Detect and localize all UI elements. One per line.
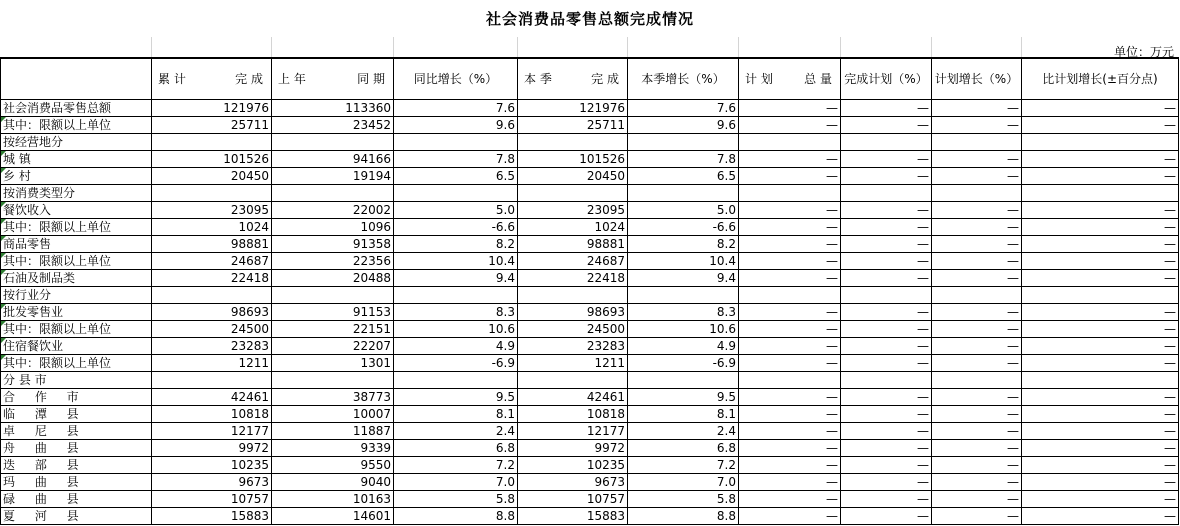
value-cell[interactable]: 9.6	[394, 117, 518, 134]
table-row	[1, 321, 1179, 338]
value-cell[interactable]: 1024	[518, 219, 628, 236]
value-cell[interactable]: 25711	[518, 117, 628, 134]
value-cell[interactable]: —	[739, 338, 841, 355]
value-cell[interactable]: —	[841, 270, 932, 287]
value-cell[interactable]: 98881	[152, 236, 272, 253]
value-cell[interactable]: —	[739, 219, 841, 236]
value-cell[interactable]: 98693	[152, 304, 272, 321]
value-cell[interactable]: -6.9	[628, 355, 739, 372]
value-cell[interactable]: 19194	[272, 168, 394, 185]
value-cell[interactable]: 6.5	[394, 168, 518, 185]
value-cell[interactable]	[272, 134, 394, 151]
value-cell[interactable]: —	[841, 304, 932, 321]
value-cell[interactable]: 22151	[272, 321, 394, 338]
value-cell[interactable]: —	[841, 423, 932, 440]
value-cell[interactable]: 10818	[152, 406, 272, 423]
table-row	[1, 236, 1179, 253]
value-cell[interactable]	[1022, 185, 1179, 202]
table-row	[1, 372, 1179, 389]
value-cell[interactable]	[739, 185, 841, 202]
value-cell[interactable]: 101526	[518, 151, 628, 168]
row-label-cell[interactable]: 社会消费品零售总额	[1, 100, 152, 117]
value-cell[interactable]	[272, 287, 394, 304]
value-cell[interactable]: 6.5	[628, 168, 739, 185]
value-cell[interactable]: -6.6	[628, 219, 739, 236]
value-cell[interactable]: 10235	[518, 457, 628, 474]
value-cell[interactable]: 23452	[272, 117, 394, 134]
value-cell[interactable]	[841, 287, 932, 304]
value-cell[interactable]: 8.1	[394, 406, 518, 423]
value-cell[interactable]: —	[841, 321, 932, 338]
value-cell[interactable]: 7.6	[394, 100, 518, 117]
value-cell[interactable]: 10757	[152, 491, 272, 508]
header-cumulative[interactable]: 累 计 完 成	[152, 58, 272, 100]
value-cell[interactable]: —	[1022, 338, 1179, 355]
value-cell[interactable]: 38773	[272, 389, 394, 406]
value-cell[interactable]: 25711	[152, 117, 272, 134]
row-label-cell[interactable]: 迭 部 县	[1, 457, 152, 474]
value-cell[interactable]: 1301	[272, 355, 394, 372]
value-cell[interactable]: —	[841, 355, 932, 372]
value-cell[interactable]: —	[841, 168, 932, 185]
value-cell[interactable]: —	[932, 202, 1022, 219]
value-cell[interactable]: —	[932, 236, 1022, 253]
table-row	[1, 491, 1179, 508]
table-row	[1, 304, 1179, 321]
value-cell[interactable]	[152, 287, 272, 304]
value-cell[interactable]	[739, 134, 841, 151]
value-cell[interactable]: 2.4	[628, 423, 739, 440]
row-label-cell[interactable]: 餐饮收入	[1, 202, 152, 219]
value-cell[interactable]	[394, 134, 518, 151]
value-cell[interactable]: —	[841, 508, 932, 525]
value-cell[interactable]: 101526	[152, 151, 272, 168]
value-cell[interactable]: —	[841, 100, 932, 117]
value-cell[interactable]	[272, 185, 394, 202]
blank-grid-row	[0, 37, 1180, 57]
table-row	[1, 440, 1179, 457]
value-cell[interactable]: —	[1022, 270, 1179, 287]
value-cell[interactable]: —	[841, 389, 932, 406]
header-plan-total[interactable]: 计 划 总 量	[739, 58, 841, 100]
value-cell[interactable]: —	[739, 151, 841, 168]
value-cell[interactable]: 10.6	[628, 321, 739, 338]
value-cell[interactable]: 9.4	[628, 270, 739, 287]
value-cell[interactable]: 98693	[518, 304, 628, 321]
row-label-cell[interactable]: 其中：限额以上单位	[1, 117, 152, 134]
row-label-cell[interactable]: 城 镇	[1, 151, 152, 168]
value-cell[interactable]: —	[1022, 117, 1179, 134]
value-cell[interactable]: 23283	[152, 338, 272, 355]
value-cell[interactable]: 121976	[518, 100, 628, 117]
table-row	[1, 355, 1179, 372]
value-cell[interactable]: —	[739, 100, 841, 117]
value-cell[interactable]: 15883	[152, 508, 272, 525]
value-cell[interactable]: —	[1022, 423, 1179, 440]
row-label-cell[interactable]: 分 县 市	[1, 372, 152, 389]
value-cell[interactable]: 7.0	[394, 474, 518, 491]
table-row	[1, 117, 1179, 134]
value-cell[interactable]: 20488	[272, 270, 394, 287]
table-row	[1, 474, 1179, 491]
value-cell[interactable]: —	[739, 406, 841, 423]
value-cell[interactable]	[518, 287, 628, 304]
header-quarter-growth[interactable]: 本季增长（%）	[628, 58, 739, 100]
value-cell[interactable]: 23095	[518, 202, 628, 219]
value-cell[interactable]: 5.8	[394, 491, 518, 508]
value-cell[interactable]: 9673	[518, 474, 628, 491]
value-cell[interactable]: 15883	[518, 508, 628, 525]
value-cell[interactable]: 24500	[518, 321, 628, 338]
value-cell[interactable]: 42461	[518, 389, 628, 406]
table-row	[1, 151, 1179, 168]
value-cell[interactable]	[394, 372, 518, 389]
value-cell[interactable]	[932, 185, 1022, 202]
value-cell[interactable]	[1022, 372, 1179, 389]
value-cell[interactable]: 8.8	[628, 508, 739, 525]
value-cell[interactable]: 14601	[272, 508, 394, 525]
table-row	[1, 185, 1179, 202]
value-cell[interactable]: 8.3	[628, 304, 739, 321]
value-cell[interactable]: 2.4	[394, 423, 518, 440]
value-cell[interactable]	[152, 185, 272, 202]
value-cell[interactable]: 5.0	[394, 202, 518, 219]
value-cell[interactable]: 8.1	[628, 406, 739, 423]
value-cell[interactable]: —	[841, 151, 932, 168]
value-cell[interactable]: —	[932, 117, 1022, 134]
value-cell[interactable]: —	[739, 389, 841, 406]
value-cell[interactable]: 24687	[152, 253, 272, 270]
value-cell[interactable]: —	[739, 355, 841, 372]
value-cell[interactable]: 10.6	[394, 321, 518, 338]
row-label-cell[interactable]: 按行业分	[1, 287, 152, 304]
value-cell[interactable]: 8.3	[394, 304, 518, 321]
value-cell[interactable]: 8.8	[394, 508, 518, 525]
value-cell[interactable]: —	[841, 253, 932, 270]
value-cell[interactable]: 20450	[518, 168, 628, 185]
value-cell[interactable]: 8.2	[628, 236, 739, 253]
value-cell[interactable]: 9.5	[628, 389, 739, 406]
value-cell[interactable]: —	[1022, 168, 1179, 185]
header-quarter[interactable]: 本 季 完 成	[518, 58, 628, 100]
value-cell[interactable]: 9673	[152, 474, 272, 491]
data-table	[0, 57, 1179, 525]
value-cell[interactable]: —	[1022, 440, 1179, 457]
value-cell[interactable]: —	[1022, 389, 1179, 406]
value-cell[interactable]: 9.5	[394, 389, 518, 406]
value-cell[interactable]	[841, 134, 932, 151]
value-cell[interactable]: 24687	[518, 253, 628, 270]
value-cell[interactable]: 24500	[152, 321, 272, 338]
row-label-cell[interactable]: 舟 曲 县	[1, 440, 152, 457]
value-cell[interactable]: 6.8	[394, 440, 518, 457]
value-cell[interactable]: —	[841, 219, 932, 236]
value-cell[interactable]: 6.8	[628, 440, 739, 457]
value-cell[interactable]: —	[841, 440, 932, 457]
value-cell[interactable]: —	[932, 270, 1022, 287]
value-cell[interactable]: —	[739, 168, 841, 185]
table-row	[1, 202, 1179, 219]
row-label-cell[interactable]: 其中：限额以上单位	[1, 355, 152, 372]
table-row	[1, 406, 1179, 423]
row-label-cell[interactable]: 其中：限额以上单位	[1, 219, 152, 236]
value-cell[interactable]: 22418	[518, 270, 628, 287]
value-cell[interactable]: —	[932, 219, 1022, 236]
value-cell[interactable]: —	[841, 474, 932, 491]
value-cell[interactable]: —	[932, 440, 1022, 457]
row-label-cell[interactable]: 住宿餐饮业	[1, 338, 152, 355]
value-cell[interactable]: —	[739, 304, 841, 321]
value-cell[interactable]	[272, 372, 394, 389]
value-cell[interactable]: 7.8	[394, 151, 518, 168]
value-cell[interactable]: —	[932, 355, 1022, 372]
value-cell[interactable]: —	[932, 338, 1022, 355]
value-cell[interactable]: 10.4	[394, 253, 518, 270]
value-cell[interactable]: 1024	[152, 219, 272, 236]
row-label-cell[interactable]: 批发零售业	[1, 304, 152, 321]
header-row	[1, 58, 1179, 100]
header-yoy-growth[interactable]: 同比增长（%）	[394, 58, 518, 100]
value-cell[interactable]: —	[739, 270, 841, 287]
table-row	[1, 389, 1179, 406]
value-cell[interactable]: 91153	[272, 304, 394, 321]
value-cell[interactable]	[394, 185, 518, 202]
value-cell[interactable]: —	[739, 440, 841, 457]
value-cell[interactable]: —	[841, 406, 932, 423]
row-label-cell[interactable]: 卓 尼 县	[1, 423, 152, 440]
value-cell[interactable]	[628, 287, 739, 304]
value-cell[interactable]: 10.4	[628, 253, 739, 270]
value-cell[interactable]: —	[932, 321, 1022, 338]
value-cell[interactable]	[628, 134, 739, 151]
value-cell[interactable]: —	[1022, 304, 1179, 321]
value-cell[interactable]: 91358	[272, 236, 394, 253]
value-cell[interactable]: —	[932, 406, 1022, 423]
value-cell[interactable]	[152, 134, 272, 151]
row-label-cell[interactable]: 临 潭 县	[1, 406, 152, 423]
value-cell[interactable]: —	[841, 491, 932, 508]
value-cell[interactable]: 10818	[518, 406, 628, 423]
value-cell[interactable]: —	[739, 253, 841, 270]
row-label-cell[interactable]: 碌 曲 县	[1, 491, 152, 508]
value-cell[interactable]: 9.4	[394, 270, 518, 287]
table-row	[1, 457, 1179, 474]
value-cell[interactable]: 22002	[272, 202, 394, 219]
value-cell[interactable]: —	[1022, 355, 1179, 372]
value-cell[interactable]: —	[932, 491, 1022, 508]
value-cell[interactable]: —	[739, 474, 841, 491]
value-cell[interactable]: 9040	[272, 474, 394, 491]
value-cell[interactable]: 11887	[272, 423, 394, 440]
table-row	[1, 287, 1179, 304]
value-cell[interactable]: 23283	[518, 338, 628, 355]
value-cell[interactable]: —	[932, 100, 1022, 117]
header-plan-completion[interactable]: 完成计划（%）	[841, 58, 932, 100]
value-cell[interactable]: —	[739, 508, 841, 525]
value-cell[interactable]: 94166	[272, 151, 394, 168]
value-cell[interactable]: —	[1022, 253, 1179, 270]
value-cell[interactable]: 23095	[152, 202, 272, 219]
value-cell[interactable]: —	[841, 236, 932, 253]
value-cell[interactable]: 9972	[518, 440, 628, 457]
value-cell[interactable]	[1022, 134, 1179, 151]
value-cell[interactable]: 5.8	[628, 491, 739, 508]
value-cell[interactable]: —	[739, 457, 841, 474]
sheet-title: 社会消费品零售总额完成情况	[485, 10, 694, 28]
value-cell[interactable]: 7.8	[628, 151, 739, 168]
value-cell[interactable]: —	[932, 304, 1022, 321]
value-cell[interactable]: —	[1022, 202, 1179, 219]
value-cell[interactable]: 7.2	[628, 457, 739, 474]
value-cell[interactable]	[932, 134, 1022, 151]
value-cell[interactable]: 22418	[152, 270, 272, 287]
value-cell[interactable]	[518, 134, 628, 151]
value-cell[interactable]	[518, 372, 628, 389]
value-cell[interactable]: 5.0	[628, 202, 739, 219]
value-cell[interactable]: 12177	[518, 423, 628, 440]
value-cell[interactable]: 10757	[518, 491, 628, 508]
value-cell[interactable]	[739, 372, 841, 389]
value-cell[interactable]: 12177	[152, 423, 272, 440]
row-label-cell[interactable]: 乡 村	[1, 168, 152, 185]
value-cell[interactable]: —	[1022, 406, 1179, 423]
value-cell[interactable]: 98881	[518, 236, 628, 253]
table-row	[1, 168, 1179, 185]
value-cell[interactable]: —	[739, 491, 841, 508]
value-cell[interactable]: —	[932, 151, 1022, 168]
value-cell[interactable]	[1022, 287, 1179, 304]
value-cell[interactable]	[152, 372, 272, 389]
row-label-cell[interactable]: 合 作 市	[1, 389, 152, 406]
value-cell[interactable]: —	[841, 202, 932, 219]
value-cell[interactable]	[932, 287, 1022, 304]
value-cell[interactable]: —	[841, 117, 932, 134]
value-cell[interactable]: —	[1022, 219, 1179, 236]
table-row	[1, 219, 1179, 236]
row-label-cell[interactable]: 按经营地分	[1, 134, 152, 151]
value-cell[interactable]: —	[1022, 457, 1179, 474]
value-cell[interactable]	[518, 185, 628, 202]
value-cell[interactable]: —	[932, 474, 1022, 491]
value-cell[interactable]: 4.9	[628, 338, 739, 355]
value-cell[interactable]	[739, 287, 841, 304]
value-cell[interactable]: -6.6	[394, 219, 518, 236]
value-cell[interactable]: -6.9	[394, 355, 518, 372]
row-label-cell[interactable]: 夏 河 县	[1, 508, 152, 525]
value-cell[interactable]: —	[932, 389, 1022, 406]
row-label-cell[interactable]: 玛 曲 县	[1, 474, 152, 491]
value-cell[interactable]: —	[739, 321, 841, 338]
table-row	[1, 100, 1179, 117]
table-row	[1, 423, 1179, 440]
table-row	[1, 253, 1179, 270]
value-cell[interactable]: —	[1022, 474, 1179, 491]
value-cell[interactable]: —	[841, 457, 932, 474]
value-cell[interactable]: 42461	[152, 389, 272, 406]
row-label-cell[interactable]: 商品零售	[1, 236, 152, 253]
value-cell[interactable]: —	[1022, 236, 1179, 253]
value-cell[interactable]: 8.2	[394, 236, 518, 253]
value-cell[interactable]: —	[1022, 508, 1179, 525]
value-cell[interactable]: —	[1022, 491, 1179, 508]
value-cell[interactable]: 9339	[272, 440, 394, 457]
value-cell[interactable]: 9550	[272, 457, 394, 474]
value-cell[interactable]: 10163	[272, 491, 394, 508]
value-cell[interactable]: 7.0	[628, 474, 739, 491]
value-cell[interactable]: 121976	[152, 100, 272, 117]
header-label-cell	[1, 58, 152, 100]
value-cell[interactable]: —	[841, 338, 932, 355]
table-row	[1, 338, 1179, 355]
header-last-year[interactable]: 上 年 同 期	[272, 58, 394, 100]
row-label-cell[interactable]: 按消费类型分	[1, 185, 152, 202]
value-cell[interactable]: 20450	[152, 168, 272, 185]
value-cell[interactable]: —	[739, 117, 841, 134]
value-cell[interactable]: —	[1022, 151, 1179, 168]
table-row	[1, 134, 1179, 151]
value-cell[interactable]: 22207	[272, 338, 394, 355]
value-cell[interactable]	[394, 287, 518, 304]
header-plan-growth[interactable]: 计划增长（%）	[932, 58, 1022, 100]
value-cell[interactable]	[841, 372, 932, 389]
value-cell[interactable]: —	[932, 457, 1022, 474]
row-label-cell[interactable]: 石油及制品类	[1, 270, 152, 287]
value-cell[interactable]: —	[932, 508, 1022, 525]
unit-label: 单位：万元	[1113, 45, 1174, 59]
value-cell[interactable]: —	[739, 236, 841, 253]
value-cell[interactable]	[932, 372, 1022, 389]
table-row	[1, 508, 1179, 525]
value-cell[interactable]: 1211	[518, 355, 628, 372]
value-cell[interactable]: 9.6	[628, 117, 739, 134]
value-cell[interactable]: 7.6	[628, 100, 739, 117]
value-cell[interactable]: —	[932, 168, 1022, 185]
value-cell[interactable]: —	[932, 253, 1022, 270]
value-cell[interactable]: 1096	[272, 219, 394, 236]
value-cell[interactable]: 9972	[152, 440, 272, 457]
value-cell[interactable]: —	[739, 202, 841, 219]
value-cell[interactable]	[628, 185, 739, 202]
value-cell[interactable]: —	[1022, 100, 1179, 117]
value-cell[interactable]: —	[739, 423, 841, 440]
value-cell[interactable]: 10007	[272, 406, 394, 423]
row-label-cell[interactable]: 其中：限额以上单位	[1, 321, 152, 338]
value-cell[interactable]	[628, 372, 739, 389]
value-cell[interactable]: 1211	[152, 355, 272, 372]
value-cell[interactable]: 4.9	[394, 338, 518, 355]
value-cell[interactable]: 113360	[272, 100, 394, 117]
value-cell[interactable]	[841, 185, 932, 202]
value-cell[interactable]: 10235	[152, 457, 272, 474]
table-row	[1, 270, 1179, 287]
value-cell[interactable]: —	[1022, 321, 1179, 338]
value-cell[interactable]: 22356	[272, 253, 394, 270]
header-vs-plan[interactable]: 比计划增长(±百分点)	[1022, 58, 1179, 100]
value-cell[interactable]: 7.2	[394, 457, 518, 474]
value-cell[interactable]: —	[932, 423, 1022, 440]
row-label-cell[interactable]: 其中：限额以上单位	[1, 253, 152, 270]
